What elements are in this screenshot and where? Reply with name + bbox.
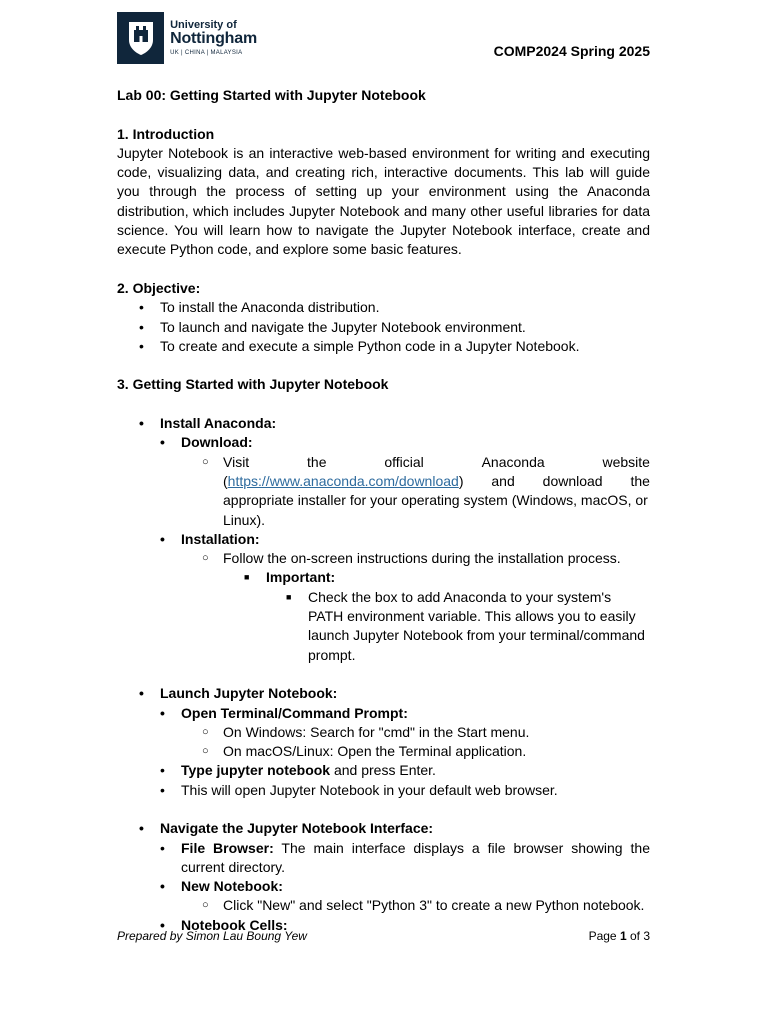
- new-notebook-step: ○ Click "New" and select "Python 3" to create a new Python notebook.: [202, 897, 645, 914]
- prepared-by: Prepared by Simon Lau Boung Yew: [117, 929, 307, 943]
- navigate-list: [117, 819, 650, 935]
- logo-line3: UK | CHINA | MALAYSIA: [170, 50, 243, 56]
- course-label: COMP2024 Spring 2025: [493, 43, 650, 59]
- important-note: ■ Check the box to add Anaconda to your system's PATH environment variable. This allows you to easily launch Jupyter Notebook from your terminal/command prompt.: [286, 588, 645, 663]
- list-item: • To install the Anaconda distribution.: [139, 299, 380, 316]
- launch-list: [117, 684, 650, 800]
- page-title: Lab 00: Getting Started with Jupyter Notebook: [117, 87, 426, 103]
- page-footer: [117, 929, 650, 943]
- document-body: [117, 86, 650, 935]
- terminal-item: • Open Terminal/Command Prompt:: [160, 704, 408, 721]
- getting-started-heading: 3. Getting Started with Jupyter Notebook: [117, 376, 389, 393]
- intro-heading: 1. Introduction: [117, 125, 215, 142]
- objective-list: [117, 298, 650, 356]
- objective-heading: 2. Objective:: [117, 279, 201, 296]
- type-command-item: • Type jupyter notebook and press Enter.: [160, 762, 436, 779]
- browser-item: • This will open Jupyter Notebook in your default web browser.: [160, 781, 558, 798]
- launch-item: • Launch Jupyter Notebook:: [139, 685, 338, 702]
- anaconda-download-link[interactable]: https://www.anaconda.com/download: [227, 472, 459, 489]
- new-notebook-item: • New Notebook:: [160, 878, 283, 895]
- intro-paragraph: Jupyter Notebook is an interactive web-based environment for writing and executing code, visualizing data, and creating rich, interactive documents. This lab will guide you through the process of setting up your environment using the Anaconda distribution, which includes Jupyter Notebook and many other useful libraries for data science. You will learn how to navigate the Jupyter Notebook interface, create and execute Python code, and explore some basic features.: [117, 144, 650, 258]
- logo-line2: Nottingham: [170, 30, 257, 47]
- notebook-cells-item: • Notebook Cells:: [160, 916, 288, 933]
- list-item: • To launch and navigate the Jupyter Notebook environment.: [139, 318, 526, 335]
- navigate-item: • Navigate the Jupyter Notebook Interface:: [139, 820, 434, 837]
- steps-list: [117, 414, 650, 665]
- university-logo: [117, 11, 257, 65]
- important-item: ■ Important:: [244, 569, 336, 586]
- download-step: ○ Visit the official Anaconda website (https://www.anaconda.com/download) and download the appropriate installer for your operating system (Windows, macOS, or Linux).: [202, 453, 650, 528]
- page-number: Page 1 of 3: [588, 929, 650, 943]
- download-item: • Download:: [160, 434, 253, 451]
- file-browser-item: • File Browser: The main interface displays a file browser showing the current directory.: [160, 839, 650, 875]
- crest-icon: [117, 12, 164, 64]
- logo-line1: University of: [170, 19, 237, 31]
- install-anaconda-item: • Install Anaconda:: [139, 415, 277, 432]
- list-item: • To create and execute a simple Python code in a Jupyter Notebook.: [139, 337, 580, 354]
- windows-step: ○ On Windows: Search for "cmd" in the Start menu.: [202, 723, 530, 740]
- mac-step: ○ On macOS/Linux: Open the Terminal application.: [202, 743, 527, 760]
- installation-step: ○ Follow the on-screen instructions during the installation process.: [202, 550, 621, 567]
- installation-item: • Installation:: [160, 530, 260, 547]
